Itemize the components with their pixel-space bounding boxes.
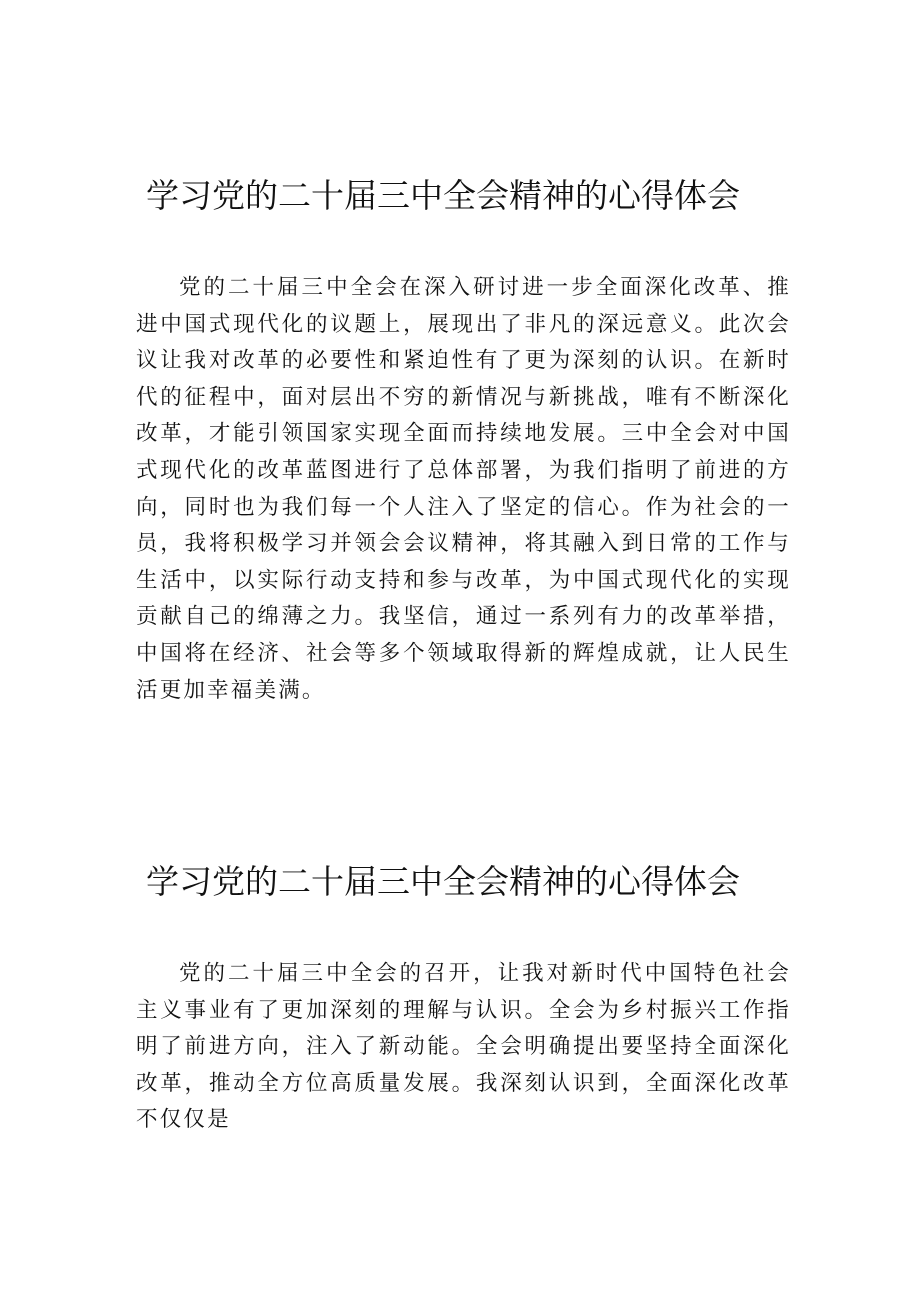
- section-2-paragraph: 党的二十届三中全会的召开，让我对新时代中国特色社会主义事业有了更加深刻的理解与认识。全会为乡村振兴工作指明了前进方向，注入了新动能。全会明确提出要坚持全面深化改革，推动全方位高质量发展。我深刻认识到，全面深化改革不仅仅是: [136, 961, 791, 1133]
- section-1-paragraph: 党的二十届三中全会在深入研讨进一步全面深化改革、推进中国式现代化的议题上，展现出了非凡的深远意义。此次会议让我对改革的必要性和紧迫性有了更为深刻的认识。在新时代的征程中，面对层出不穷的新情况与新挑战，唯有不断深化改革，才能引领国家实现全面而持续地发展。三中全会对中国式现代化的改革蓝图进行了总体部署，为我们指明了前进的方向，同时也为我们每一个人注入了坚定的信心。作为社会的一员，我将积极学习并领会会议精神，将其融入到日常的工作与生活中，以实际行动支持和参与改革，为中国式现代化的实现贡献自己的绵薄之力。我坚信，通过一系列有力的改革举措，中国将在经济、社会等多个领域取得新的辉煌成就，让人民生活更加幸福美满。: [136, 275, 791, 703]
- section-2-title: 学习党的二十届三中全会精神的心得体会: [146, 862, 740, 901]
- section-1-title: 学习党的二十届三中全会精神的心得体会: [146, 176, 740, 215]
